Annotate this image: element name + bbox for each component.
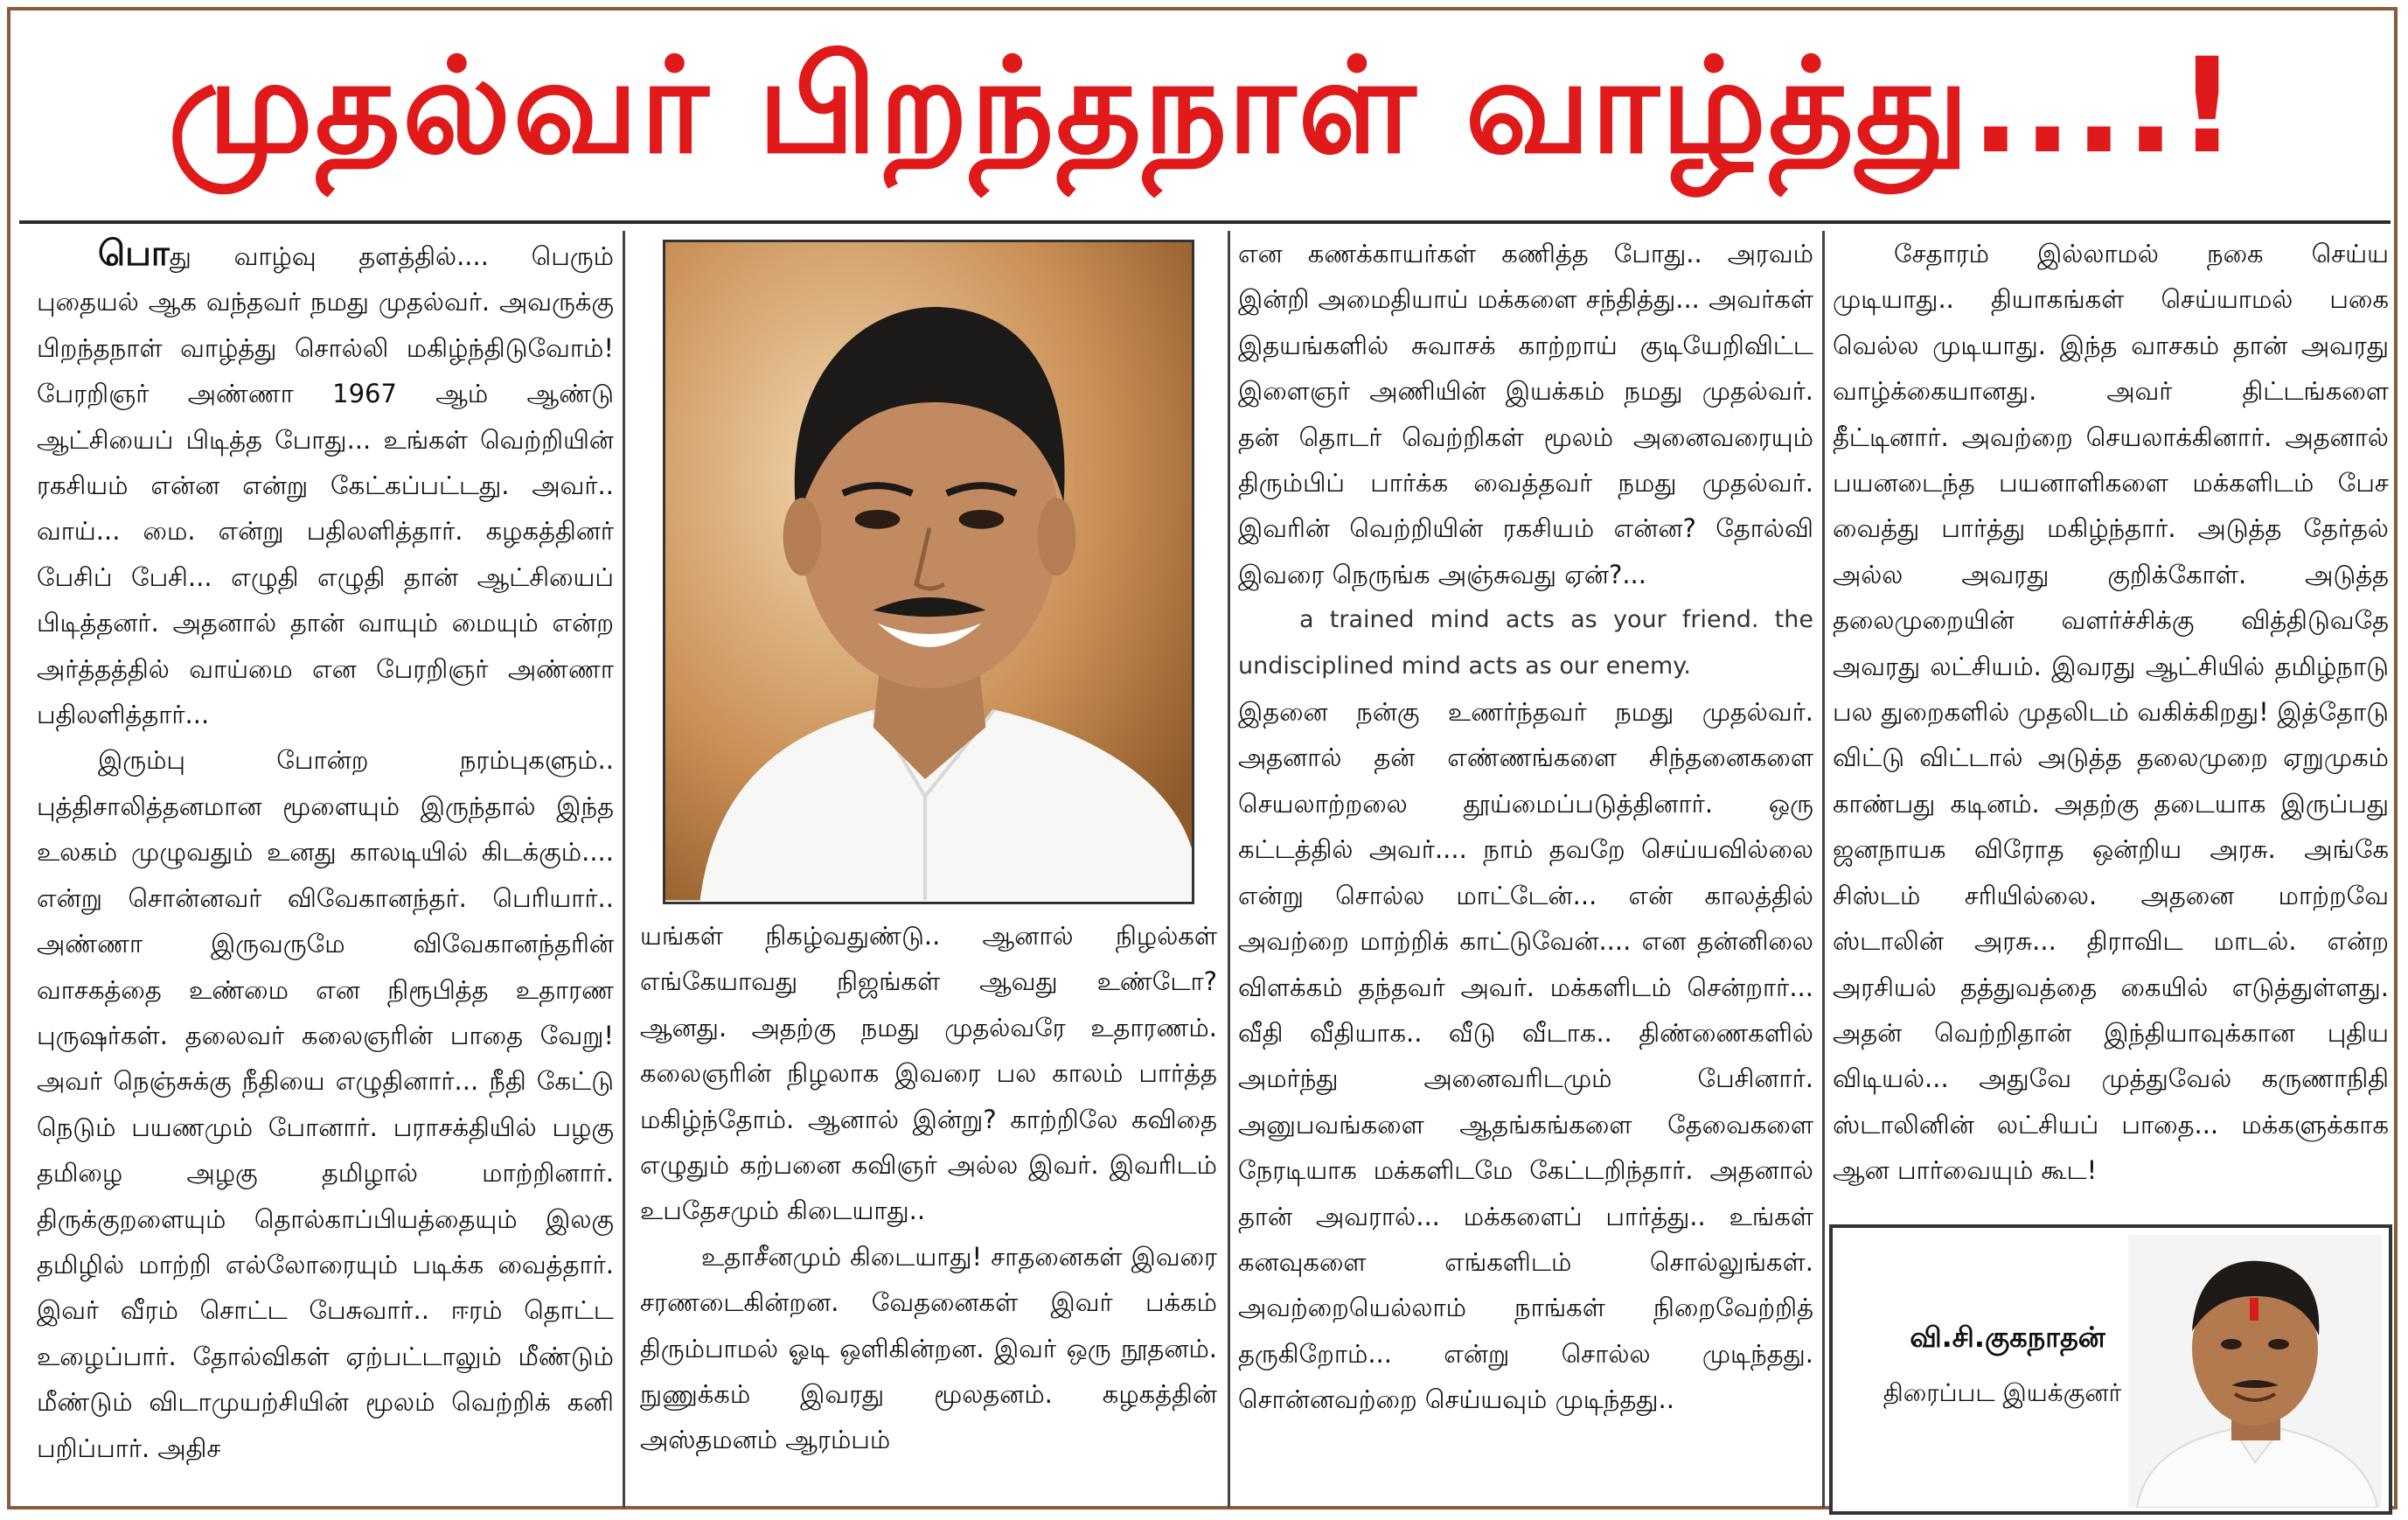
- headline-rule: [19, 220, 2391, 224]
- headline: முதல்வர் பிறந்தநாள் வாழ்த்து....!: [167, 31, 2239, 183]
- author-name: வி.சி.குகநாதன்: [1910, 1321, 2105, 1354]
- column-divider: [1822, 231, 1825, 1508]
- author-role: திரைப்பட இயக்குனர்: [1883, 1378, 2122, 1407]
- column-divider: [1228, 231, 1230, 1508]
- article-column-3: [1238, 231, 1813, 1508]
- column-divider: [623, 231, 625, 1508]
- author-portrait-image: [2128, 1235, 2382, 1508]
- col1-paragraph-2: இரும்பு போன்ற நரம்புகளும்.. புத்திசாலித்தனமான மூளையும் இருந்தால் இந்த உலகம் முழுவதும் உனது காலடியில் கிடக்கும்.... என்று சொன்னவர் விவேகானந்தர். பெரியார்.. அண்ணா இருவருமே விவேகானந்தரின் வாசகத்தை உண்மை என நிரூபித்த உதாரண புருஷர்கள். தலைவர் கலைஞரின் பாதை வேறு! அவர் நெஞ்சுக்கு நீதியை எழுதினார்... நீதி கேட்டு நெடும் பயணமும் போனார். பராசக்தியில் பழகு தமிழை அழகு தமிழால் மாற்றினார். திருக்குறளையும் தொல்காப்பியத்தையும் இலகு தமிழில் மாற்றி எல்லோரையும் படிக்க வைத்தார். இவர் வீரம் சொட்ட பேசுவார்.. ஈரம் தொட்ட உழைப்பார். தோல்விகள் ஏற்பட்டாலும் மீண்டும் மீண்டும் விடாமுயற்சியின் மூலம் வெற்றிக் கனி பறிப்பார். அதிச: [37, 745, 614, 1463]
- portrait-image: [665, 242, 1192, 901]
- article-column-4: [1833, 231, 2389, 1217]
- col3-english-quote: a trained mind acts as your friend. the undisciplined mind acts as our enemy.: [1238, 606, 1813, 680]
- col2-paragraph-2: உதாசீனமும் கிடையாது! சாதனைகள் இவரை சரணடைகின்றன. வேதனைகள் இவர் பக்கம் திரும்பாமல் ஓடி ஒளிகின்றன. இவர் ஒரு நூதனம். நுணுக்கம் இவரது மூலதனம். கழகத்தின் அஸ்தமனம் ஆரம்பம்: [640, 1241, 1217, 1455]
- col3-paragraph-3: இதனை நன்கு உணர்ந்தவர் நமது முதல்வர். அதனால் தன் எண்ணங்களை சிந்தனைகளை செயலாற்றலை தூய்மைப்படுத்தினார். ஒரு கட்டத்தில் அவர்.... நாம் தவறே செய்யவில்லை என்று சொல்ல மாட்டேன்... என் காலத்தில் அவற்றை மாற்றிக் காட்டுவேன்.... என தன்னிலை விளக்கம் தந்தவர் அவர். மக்களிடம் சென்றார்... வீதி வீதியாக.. வீடு வீடாக.. திண்ணைகளில் அமர்ந்து அனைவரிடமும் பேசினார். அனுபவங்களை ஆதங்கங்களை தேவைகளை நேரடியாக மக்களிடமே கேட்டறிந்தார். அதனால் தான் அவரால்... மக்களைப் பார்த்து.. உங்கள் கனவுகளை எங்களிடம் சொல்லுங்கள். அவற்றையெல்லாம் நாங்கள் நிறைவேற்றித் தருகிறோம்... என்று சொல்ல முடிந்தது. சொன்னவற்றை செய்யவும் முடிந்தது..: [1238, 697, 1813, 1415]
- chief-minister-photo: [663, 240, 1194, 904]
- col1-paragraph-1: [37, 231, 614, 737]
- author-byline-box: [1829, 1224, 2392, 1515]
- col4-paragraph-1: சேதாரம் இல்லாமல் நகை செய்ய முடியாது.. தியாகங்கள் செய்யாமல் பகை வெல்ல முடியாது. இந்த வாசகம் தான் அவரது வாழ்க்கையானது. அவர் திட்டங்களை தீட்டினார். அவற்றை செயலாக்கினார். அதனால் பயனடைந்த பயனாளிகளை மக்களிடம் பேச வைத்து பார்த்து மகிழ்ந்தார். அடுத்த தேர்தல் அல்ல அவரது குறிக்கோள். அடுத்த தலைமுறையின் வளர்ச்சிக்கு வித்திடுவதே அவரது லட்சியம். இவரது ஆட்சியில் தமிழ்நாடு பல துறைகளில் முதலிடம் வகிக்கிறது! இத்தோடு விட்டு விட்டால் அடுத்த தலைமுறை ஏறுமுகம் காண்பது கடினம். அதற்கு தடையாக இருப்பது ஜனநாயக விரோத ஒன்றிய அரசு. அங்கே சிஸ்டம் சரியில்லை. அதனை மாற்றவே ஸ்டாலின் அரசு... திராவிட மாடல். என்ற அரசியல் தத்துவத்தை கையில் எடுத்துள்ளது. அதன் வெற்றிதான் இந்தியாவுக்கான புதிய விடியல்... அதுவே முத்துவேல் கருணாநிதி ஸ்டாலினின் லட்சியப் பாதை... மக்களுக்காக ஆன பார்வையும் கூட!: [1833, 239, 2389, 1186]
- author-photo: [2128, 1235, 2382, 1508]
- article-column-2: [640, 913, 1217, 1508]
- col1-paragraph-1-text: து வாழ்வு தளத்தில்.... பெரும் புதையல் ஆக வந்தவர் நமது முதல்வர். அவருக்கு பிறந்தநாள் வாழ்த்து சொல்லி மகிழ்ந்திடுவோம்! பேரறிஞர் அண்ணா 1967 ஆம் ஆண்டு ஆட்சியைப் பிடித்த போது... உங்கள் வெற்றியின் ரகசியம் என்ன என்று கேட்கப்பட்டது. அவர்.. வாய்... மை. என்று பதிலளித்தார். கழகத்தினர் பேசிப் பேசி... எழுதி எழுதி தான் ஆட்சியைப் பிடித்தனர். அதனால் தான் வாயும் மையும் என்ற அர்த்தத்தில் வாய்மை என பேரறிஞர் அண்ணா பதிலளித்தார்...: [37, 241, 614, 730]
- article-column-1: [37, 231, 614, 1508]
- newspaper-page: [7, 7, 2398, 1510]
- col3-paragraph-1: என கணக்காயர்கள் கணித்த போது.. அரவம் இன்றி அமைதியாய் மக்களை சந்தித்து... அவர்கள் இதயங்களில் சுவாசக் காற்றாய் குடியேறிவிட்ட இளைஞர் அணியின் இயக்கம் நமது முதல்வர். தன் தொடர் வெற்றிகள் மூலம் அனைவரையும் திரும்பிப் பார்க்க வைத்தவர் நமது முதல்வர். இவரின் வெற்றியின் ரகசியம் என்ன? தோல்வி இவரை நெருங்க அஞ்சுவது ஏன்?...: [1238, 239, 1813, 589]
- col2-paragraph-1: யங்கள் நிகழ்வதுண்டு.. ஆனால் நிழல்கள் எங்கேயாவது நிஜங்கள் ஆவது உண்டோ? ஆனது. அதற்கு நமது முதல்வரே உதாரணம். கலைஞரின் நிழலாக இவரை பல காலம் பார்த்த மகிழ்ந்தோம். ஆனால் இன்று? காற்றிலே கவிதை எழுதும் கற்பனை கவிஞர் அல்ல இவர். இவரிடம் உபதேசமும் கிடையாது..: [640, 921, 1217, 1226]
- dropcap: பொ: [98, 234, 170, 274]
